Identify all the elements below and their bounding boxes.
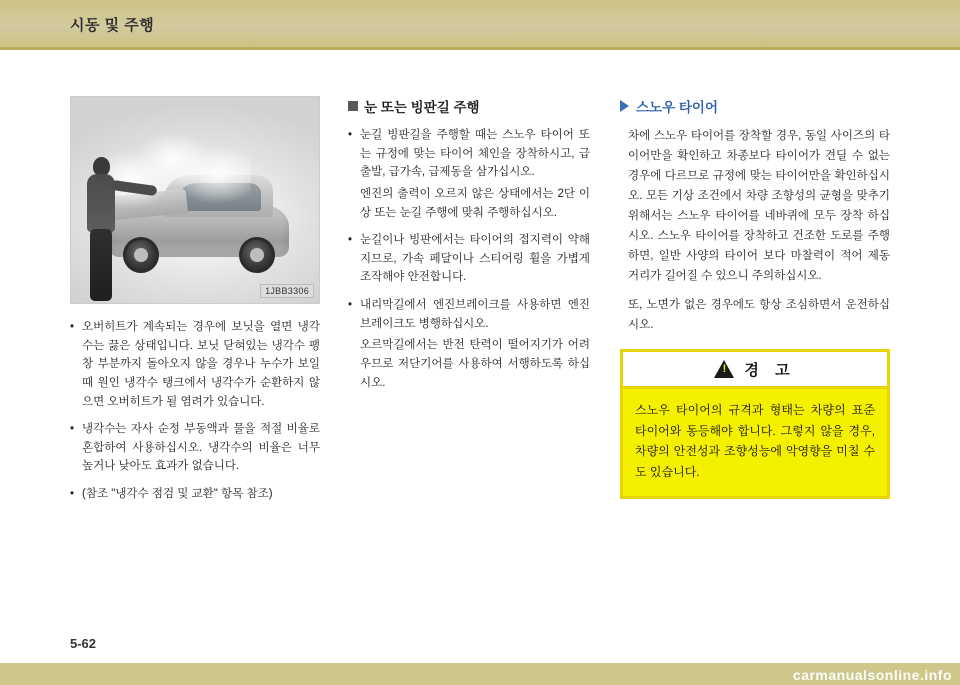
list-item (348, 126, 590, 222)
list-item-text: 눈길 빙판길을 주행할 때는 스노우 타이어 또는 규정에 맞는 타이어 체인을 장착하시고, 급출발, 급가속, 급제동을 삼가십시오. (360, 129, 590, 179)
list-item-subtext: 오르막길에서는 반전 탄력이 떨어지기가 어려우므로 저단기어를 사용하여 서행하도록 하십시오. (360, 339, 590, 389)
list-item: • 냉각수는 자사 순정 부동액과 물을 적절 비율로 혼합하여 사용하십시오. 냉각수의 비율은 너무 높거나 낮아도 효과가 없습니다. (70, 420, 320, 476)
column-left (70, 96, 320, 513)
photo-code-label: 1JBB3306 (260, 284, 314, 298)
car-front-wheel (123, 237, 159, 273)
middle-bullet-list (348, 126, 590, 392)
paragraph: 차에 스노우 타이어를 장착할 경우, 동일 사이즈의 타이어만을 확인하고 차종보다 타이어가 견딜 수 없는 경우에 다르므로 규정에 맞는 타이어만을 확인하십시오. 모든 기상 조건에서 차량 조향성의 균형을 맞추기 위해서는 스노우 타이어를 네바퀴에 모두 장착 하십시오. 스노우 타이어를 장착하고 건조한 도로를 주행하면, 일반 사양의 타이어 보다 마찰력이 적어 제동 거리가 길어질 수 있으니 주의하십시오. (628, 130, 890, 282)
section-heading-label: 눈 또는 빙판길 주행 (364, 100, 480, 115)
paragraph: 또, 노면가 없은 경우에도 항상 조심하면서 운전하십시오. (628, 299, 890, 331)
section-heading-snow-tire (620, 96, 890, 116)
list-item (348, 231, 590, 287)
list-item-reference: • (참조 "냉각수 점검 및 교환" 항목 참조) (70, 485, 320, 504)
list-item-text: 내리막길에서 엔진브레이크를 사용하면 엔진 브레이크도 병행하십시오. (360, 299, 590, 330)
warning-header (623, 352, 887, 389)
column-middle (348, 96, 590, 401)
footer-band (0, 663, 960, 685)
left-bullet-list (70, 318, 320, 504)
warning-body-text: 스노우 타이어의 규격과 형태는 차량의 표준 타이어와 동등해야 합니다. 그렇지 않을 경우, 차량의 안전성과 조향성능에 악영향을 미칠 수도 있습니다. (635, 403, 875, 479)
watermark-label: carmanualsonline.info (792, 667, 952, 683)
warning-triangle-icon (714, 360, 734, 378)
square-bullet-icon (348, 101, 358, 111)
warning-title: 경 고 (744, 361, 796, 379)
steam-cloud (101, 133, 251, 209)
list-item-text: 눈길이나 빙판에서는 타이어의 접지력이 약해지므로, 가속 페달이나 스티어링 휠을 가볍게 조작해야 안전합니다. (360, 234, 590, 284)
section-heading-label: 스노우 타이어 (636, 100, 718, 115)
warning-box (620, 349, 890, 499)
car-rear-wheel (239, 237, 275, 273)
page-number: 5-62 (70, 636, 97, 651)
warning-exclamation-label: ! (722, 363, 727, 375)
section-heading-snow-driving (348, 96, 590, 116)
triangle-bullet-icon (620, 100, 629, 112)
engine-overheat-photo (70, 96, 320, 304)
list-item (348, 296, 590, 392)
person-legs (90, 229, 112, 301)
column-right (620, 96, 890, 499)
list-item-subtext: 엔진의 출력이 오르지 않은 상태에서는 2단 이상 또는 눈길 주행에 맞춰 주행하십시오. (360, 187, 590, 219)
page-title: 시동 및 주행 (70, 17, 155, 34)
page-header (0, 0, 960, 47)
header-divider (0, 47, 960, 50)
list-item: • 오버히트가 계속되는 경우에 보닛을 열면 냉각수는 끓은 상태입니다. 보닛 닫혀있는 냉각수 팽창 부분까지 돌아오지 않을 경우나 누수가 보일 때 원인 냉각수 탱크에서 냉각수가 순환하지 않으면 오버히트가 될 염려가 있습니다. (70, 318, 320, 411)
